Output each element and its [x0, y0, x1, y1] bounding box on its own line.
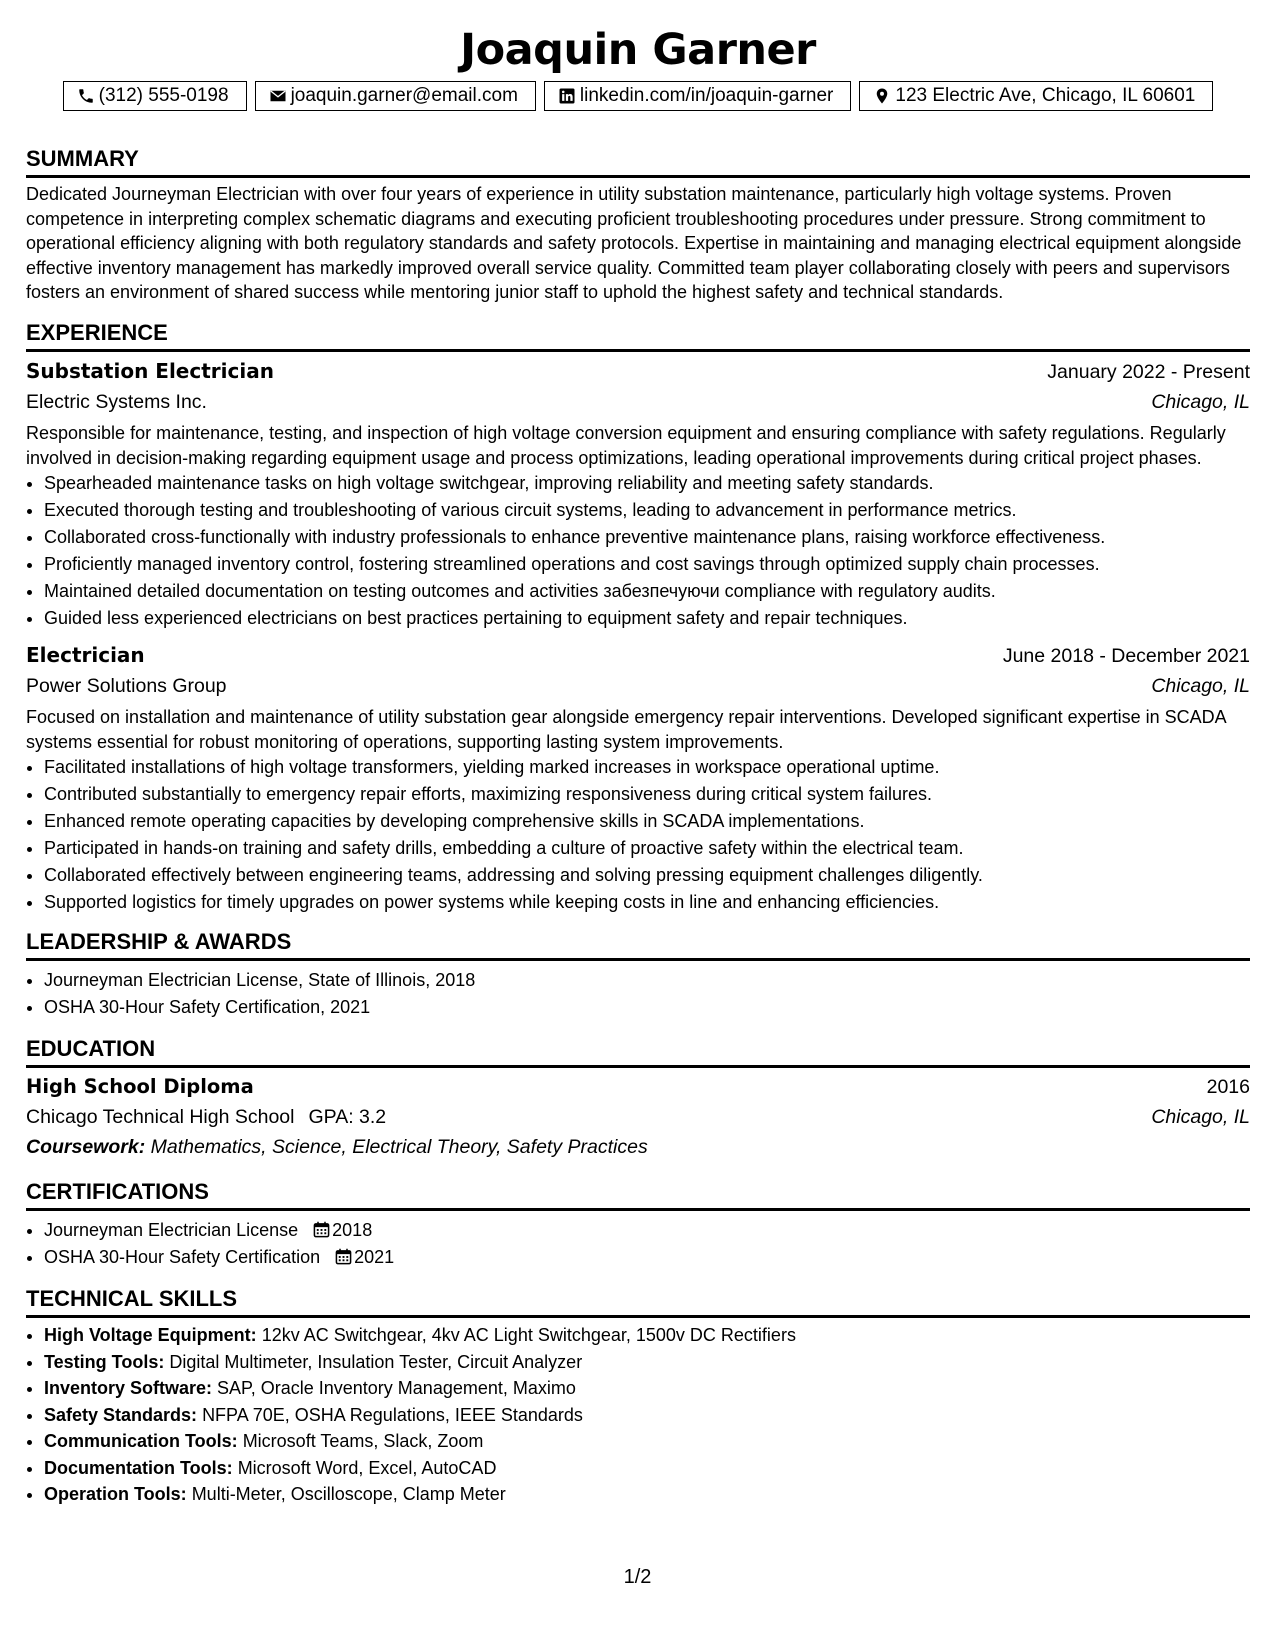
- summary-section: [26, 145, 1250, 305]
- contact-phone-text: (312) 555-0198: [98, 85, 229, 106]
- phone-icon: [77, 87, 95, 105]
- resume-page: [26, 22, 1250, 1508]
- leadership-section: [26, 928, 1250, 1021]
- list-item: [44, 1349, 1250, 1376]
- skill-label: Safety Standards:: [44, 1404, 198, 1425]
- list-item: • Contributed substantially to emergency repair efforts, maximizing responsiveness during critical system failures.: [44, 781, 1250, 808]
- list-item: • Enhanced remote operating capacities by developing comprehensive skills in SCADA implementations.: [44, 808, 1250, 835]
- job-entry: [26, 356, 1250, 632]
- cert-year: 2018: [332, 1220, 373, 1241]
- job-bullets: [26, 470, 1250, 632]
- summary-text: Dedicated Journeyman Electrician with over four years of experience in utility substation maintenance, particularly high voltage systems. Proven competence in interpreting complex schematic diagrams and executing proficient troubleshooting procedures under pressure. Strong commitment to operational efficiency aligning with both regulatory standards and safety protocols. Expertise in maintaining and managing electrical equipment alongside effective inventory management has markedly improved overall service quality. Committed team player collaborating closely with peers and supervisors fosters an environment of shared success while mentoring junior staff to uphold the highest safety and technical standards.: [26, 184, 1242, 303]
- job-title: Substation Electrician: [26, 358, 274, 383]
- list-item: • Participated in hands-on training and safety drills, embedding a culture of proactive safety within the electrical team.: [44, 835, 1250, 862]
- job-location: Chicago, IL: [1151, 675, 1250, 698]
- skill-label: Testing Tools:: [44, 1351, 165, 1372]
- education-section: [26, 1035, 1250, 1162]
- contact-address-text: 123 Electric Ave, Chicago, IL 60601: [895, 85, 1196, 106]
- skill-value: Digital Multimeter, Insulation Tester, Circuit Analyzer: [169, 1351, 583, 1372]
- skill-value: Microsoft Teams, Slack, Zoom: [242, 1431, 484, 1452]
- list-item: • Collaborated cross-functionally with industry professionals to enhance preventive maintenance plans, raising workforce effectiveness.: [44, 524, 1250, 551]
- gpa: GPA: 3.2: [308, 1106, 387, 1129]
- school-name: Chicago Technical High School: [26, 1106, 295, 1129]
- job-description: Responsible for maintenance, testing, and inspection of high voltage conversion equipment and ensuring compliance with safety regulations. Regularly involved in decision-making regarding equipment usage and process optimizations, leading operational improvements during critical project phases.: [26, 422, 1226, 468]
- coursework-line: [26, 1132, 1250, 1162]
- coursework-label: Coursework:: [26, 1136, 146, 1159]
- skill-value: SAP, Oracle Inventory Management, Maximo: [217, 1378, 576, 1399]
- contact-address[interactable]: [859, 81, 1213, 111]
- skill-value: Microsoft Word, Excel, AutoCAD: [237, 1457, 497, 1478]
- list-item: [44, 1375, 1250, 1402]
- contact-linkedin-text: linkedin.com/in/joaquin-garner: [579, 85, 834, 106]
- coursework-text: Mathematics, Science, Electrical Theory, Safety Practices: [150, 1136, 648, 1159]
- map-marker-icon: [873, 87, 891, 105]
- skill-label: Inventory Software:: [44, 1378, 213, 1399]
- job-location: Chicago, IL: [1151, 390, 1250, 413]
- skill-value: Multi-Meter, Oscilloscope, Clamp Meter: [191, 1484, 506, 1505]
- list-item: • Facilitated installations of high voltage transformers, yielding marked increases in workspace operational uptime.: [44, 754, 1250, 781]
- certifications-list: [26, 1217, 1250, 1271]
- candidate-name: Joaquin Garner: [460, 25, 816, 75]
- list-item: • Collaborated effectively between engineering teams, addressing and solving pressing equipment challenges diligently.: [44, 862, 1250, 889]
- experience-section: [26, 319, 1250, 916]
- list-item: [44, 1244, 1250, 1271]
- list-item: • Executed thorough testing and troubleshooting of various circuit systems, leading to advancement in performance metrics.: [44, 497, 1250, 524]
- cert-name: Journeyman Electrician License: [44, 1220, 299, 1241]
- job-description: Focused on installation and maintenance of utility substation gear alongside emergency repair interventions. Developed significant expertise in SCADA systems essential for robust monitoring of operations, supporting lasting system improvements.: [26, 707, 1226, 752]
- job-company: Power Solutions Group: [26, 675, 227, 698]
- calendar-icon: [313, 1221, 330, 1238]
- school-location: Chicago, IL: [1151, 1106, 1250, 1129]
- list-item: [44, 1428, 1250, 1455]
- contact-bar: [26, 81, 1250, 111]
- skill-label: Documentation Tools:: [44, 1457, 233, 1478]
- skill-value: NFPA 70E, OSHA Regulations, IEEE Standards: [202, 1404, 583, 1425]
- list-item: • Guided less experienced electricians on best practices pertaining to equipment safety and repair techniques.: [44, 605, 1250, 632]
- skills-list: [26, 1322, 1250, 1508]
- certifications-section: [26, 1178, 1250, 1271]
- job-bullets: [26, 754, 1250, 916]
- job-dates: June 2018 - December 2021: [1002, 645, 1250, 668]
- page-number: 1/2: [623, 1566, 652, 1588]
- skill-label: Operation Tools:: [44, 1484, 187, 1505]
- skill-value: 12kv AC Switchgear, 4kv AC Light Switchgear, 1500v DC Rectifiers: [261, 1325, 796, 1346]
- list-item: • Proficiently managed inventory control, fostering streamlined operations and cost savings through optimized supply chain processes.: [44, 551, 1250, 578]
- graduation-year: 2016: [1206, 1076, 1250, 1099]
- list-item: [44, 1402, 1250, 1429]
- list-item: [44, 1322, 1250, 1349]
- list-item: [44, 1481, 1250, 1508]
- contact-linkedin[interactable]: [544, 81, 851, 111]
- leadership-heading: LEADERSHIP & AWARDS: [26, 928, 1250, 961]
- cert-year: 2021: [354, 1247, 395, 1268]
- skill-label: Communication Tools:: [44, 1431, 238, 1452]
- cert-name: OSHA 30-Hour Safety Certification: [44, 1247, 321, 1268]
- job-title: Electrician: [26, 643, 145, 668]
- skill-label: High Voltage Equipment:: [44, 1325, 257, 1346]
- contact-email-text: joaquin.garner@email.com: [290, 85, 518, 106]
- envelope-icon: [269, 87, 287, 105]
- calendar-icon: [335, 1248, 352, 1265]
- certifications-heading: CERTIFICATIONS: [26, 1178, 1250, 1211]
- summary-heading: SUMMARY: [26, 145, 1250, 178]
- list-item: • Maintained detailed documentation on testing outcomes and activities забезпечуючи compliance with regulatory audits.: [44, 578, 1250, 605]
- degree-title: High School Diploma: [26, 1075, 254, 1099]
- list-item: • Journeyman Electrician License, State of Illinois, 2018: [44, 967, 1250, 994]
- list-item: • Spearheaded maintenance tasks on high voltage switchgear, improving reliability and meeting safety standards.: [44, 470, 1250, 497]
- list-item: [44, 1217, 1250, 1244]
- education-heading: EDUCATION: [26, 1035, 1250, 1068]
- job-dates: January 2022 - Present: [1047, 360, 1250, 383]
- list-item: • Supported logistics for timely upgrades on power systems while keeping costs in line and enhancing efficiencies.: [44, 889, 1250, 916]
- linkedin-icon: [558, 87, 576, 105]
- contact-email[interactable]: [255, 81, 536, 111]
- job-company: Electric Systems Inc.: [26, 390, 207, 413]
- contact-phone[interactable]: [63, 81, 247, 111]
- skills-section: [26, 1285, 1250, 1508]
- list-item: • OSHA 30-Hour Safety Certification, 2021: [44, 994, 1250, 1021]
- leadership-list: [26, 967, 1250, 1021]
- job-entry: [26, 640, 1250, 916]
- skills-heading: TECHNICAL SKILLS: [26, 1285, 1250, 1318]
- experience-heading: EXPERIENCE: [26, 319, 1250, 352]
- list-item: [44, 1455, 1250, 1482]
